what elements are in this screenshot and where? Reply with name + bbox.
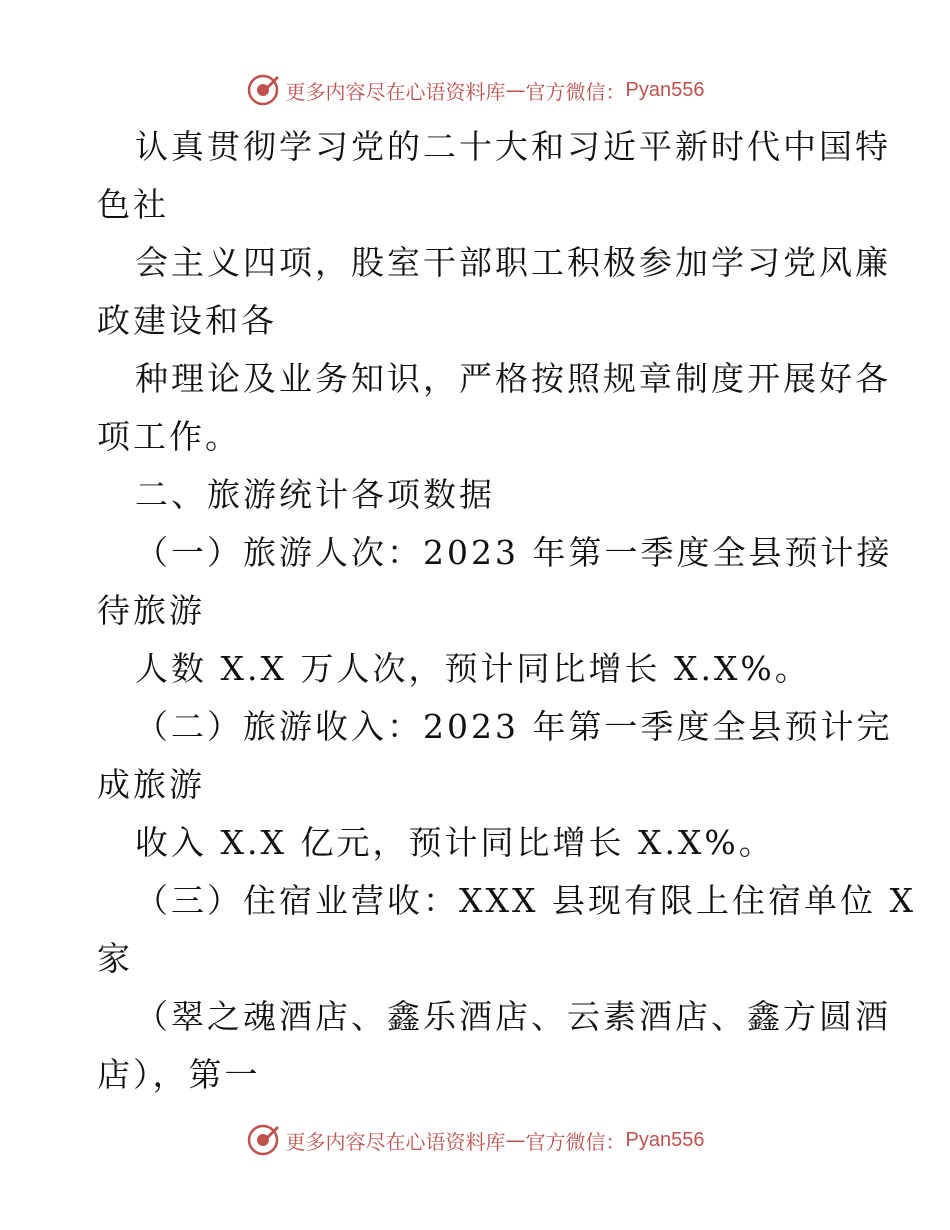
watermark-separator: —	[505, 1128, 526, 1152]
paragraph-line: （翠之魂酒店、鑫乐酒店、云素酒店、鑫方圆酒	[135, 997, 891, 1036]
pen-logo-icon	[246, 1123, 280, 1157]
paragraph-line: 店），第一	[97, 1055, 261, 1094]
watermark-header	[0, 70, 950, 110]
watermark-id: Pyan556	[625, 78, 705, 101]
paragraph-line: 成旅游	[97, 765, 205, 804]
watermark-id: Pyan556	[625, 1128, 705, 1151]
section-heading: 二、旅游统计各项数据	[135, 475, 495, 514]
paragraph-line: 色社	[97, 185, 169, 224]
paragraph-line: 认真贯彻学习党的二十大和习近平新时代中国特	[135, 127, 891, 166]
paragraph-line: （二）旅游收入：2023 年第一季度全县预计完	[135, 707, 893, 746]
paragraph-line: 待旅游	[97, 591, 205, 630]
paragraph-line: 家	[97, 939, 133, 978]
pen-logo-icon	[246, 73, 280, 107]
watermark-footer	[0, 1120, 950, 1160]
paragraph-line: （三）住宿业营收：XXX 县现有限上住宿单位 X	[135, 881, 916, 920]
watermark-label: 官方微信：	[525, 79, 626, 104]
paragraph-line: （一）旅游人次：2023 年第一季度全县预计接	[135, 533, 893, 572]
paragraph-line: 收入 X.X 亿元，预计同比增长 X.X%。	[135, 823, 775, 862]
watermark-label: 官方微信：	[525, 1129, 626, 1154]
paragraph-line: 人数 X.X 万人次，预计同比增长 X.X%。	[135, 649, 811, 688]
paragraph-line: 种理论及业务知识，严格按照规章制度开展好各	[135, 359, 891, 398]
watermark-separator: —	[505, 78, 526, 102]
watermark-text: 更多内容尽在心语资料库	[285, 1129, 506, 1154]
watermark-text: 更多内容尽在心语资料库	[285, 79, 506, 104]
paragraph-line: 项工作。	[97, 417, 241, 456]
paragraph-line: 政建设和各	[97, 301, 277, 340]
paragraph-line: 会主义四项，股室干部职工积极参加学习党风廉	[135, 243, 891, 282]
document-body	[97, 118, 916, 1104]
